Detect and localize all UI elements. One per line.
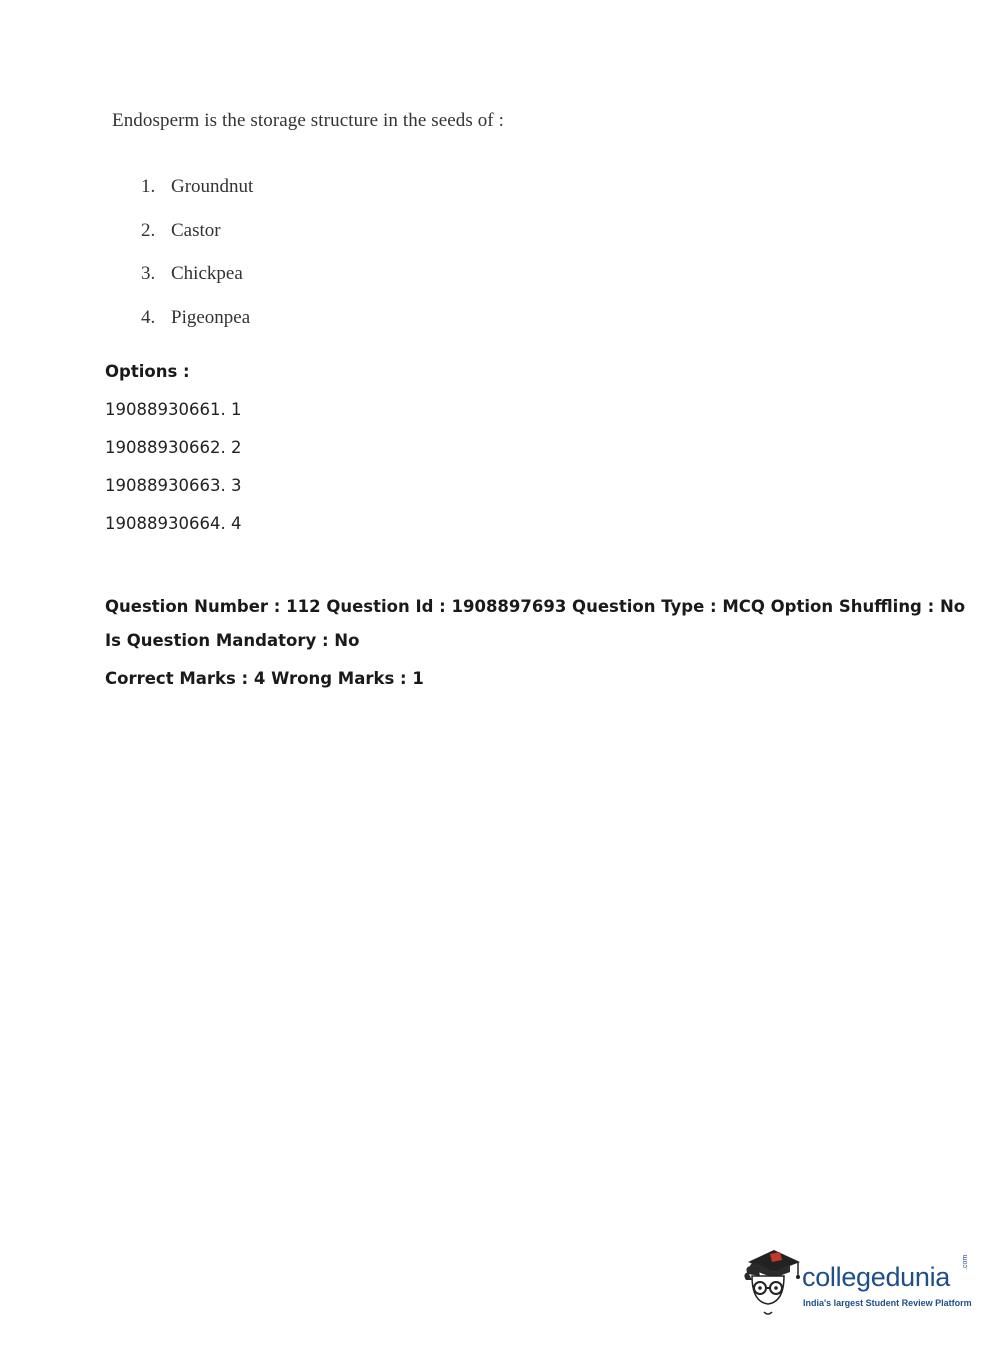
- logo-wordmark: collegedunia: [802, 1262, 951, 1292]
- option-row: 19088930663. 3: [105, 476, 242, 495]
- question-text: Endosperm is the storage structure in the seeds of :: [112, 110, 504, 131]
- question-meta: [105, 594, 965, 696]
- option-row: 19088930661. 1: [105, 400, 242, 419]
- option-row: 19088930664. 4: [105, 514, 242, 533]
- choice-number: 1.: [141, 176, 156, 197]
- collegedunia-logo: [740, 1246, 980, 1322]
- student-mascot-icon: [740, 1246, 802, 1320]
- choice-item: [141, 172, 253, 216]
- mandatory-line: Is Question Mandatory : No: [105, 631, 360, 650]
- choice-item: [141, 216, 253, 260]
- choice-number: 3.: [141, 263, 156, 284]
- options-heading: Options :: [105, 362, 190, 381]
- marks-line: Correct Marks : 4 Wrong Marks : 1: [105, 669, 424, 688]
- choice-label: Castor: [171, 219, 221, 241]
- choice-label: Pigeonpea: [171, 306, 251, 328]
- choice-list: [141, 172, 253, 346]
- question-info-line: Question Number : 112 Question Id : 1908897693 Question Type : MCQ Option Shuffling : No: [105, 597, 966, 616]
- choice-item: [141, 259, 253, 303]
- choice-number: 2.: [141, 219, 156, 241]
- choice-item: [141, 303, 253, 347]
- logo-tagline: India's largest Student Review Platform: [803, 1298, 972, 1308]
- logo-dotcom: .com: [962, 1254, 969, 1270]
- choice-label: Groundnut: [171, 176, 254, 197]
- option-row: 19088930662. 2: [105, 438, 242, 457]
- choice-number: 4.: [141, 306, 156, 328]
- options-section: [105, 358, 241, 548]
- choice-label: Chickpea: [171, 263, 243, 284]
- question-block: [112, 108, 504, 328]
